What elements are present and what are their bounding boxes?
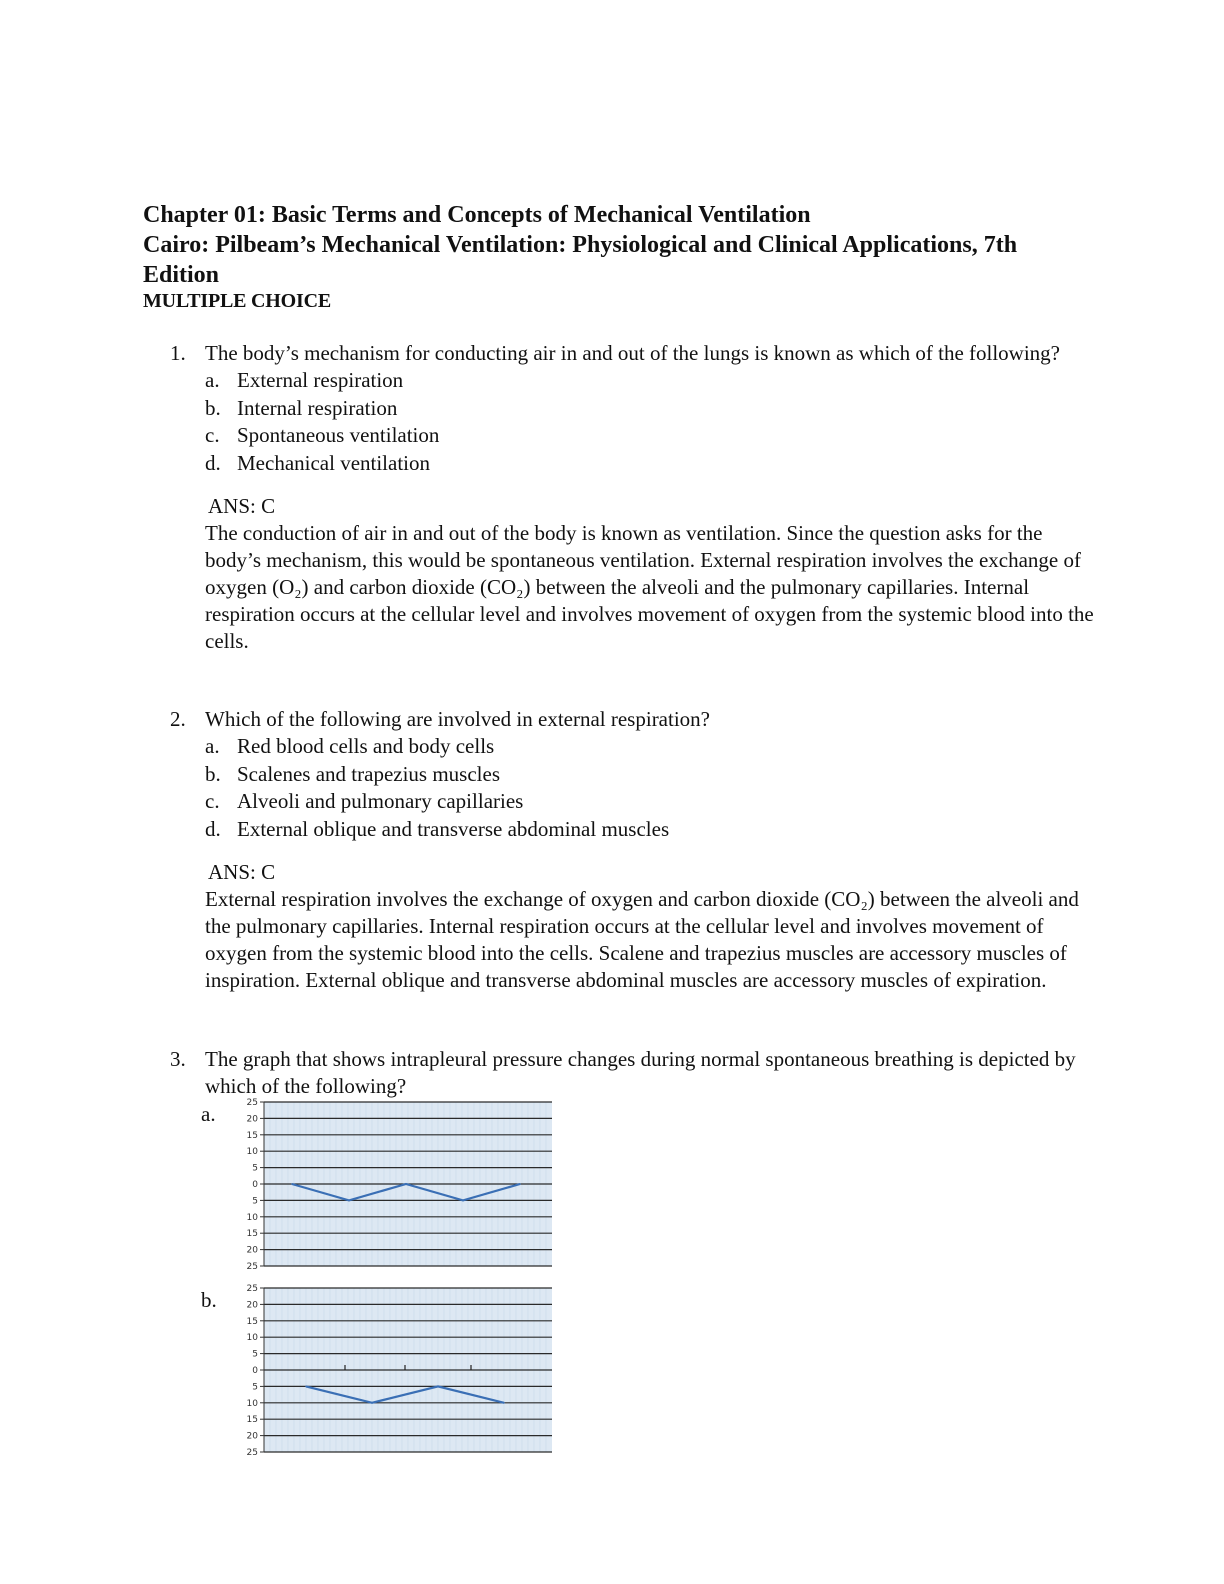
- y-tick-label: 5: [252, 1196, 258, 1207]
- y-tick-label: 25: [246, 1098, 258, 1108]
- question-stem: The body’s mechanism for conducting air in and out of the lungs is known as which of the following?: [205, 341, 1061, 365]
- answer-explanation: External respiration involves the exchange of oxygen and carbon dioxide (CO₂) between the alveoli and the pulmonary capillaries. Internal respiration occurs at the cellular level and involves movement of oxygen from the systemic blood into the cells. Scalene and trapezius muscles are accessory muscles of inspiration. External oblique and transverse abdominal muscles are accessory muscles of expiration.: [205, 887, 1079, 992]
- option-letter: a.: [205, 734, 220, 758]
- y-tick-label: 15: [246, 1316, 258, 1327]
- data-point: [437, 1386, 439, 1388]
- option-b[interactable]: [205, 395, 1100, 423]
- option-letter: b.: [205, 395, 221, 420]
- y-tick-label: 15: [246, 1229, 258, 1240]
- graph-option-a[interactable]: [232, 1096, 557, 1272]
- answer-block: [205, 859, 1100, 994]
- options-list: [205, 733, 1100, 843]
- y-tick-label: 15: [246, 1130, 258, 1141]
- y-tick-label: 5: [252, 1382, 258, 1393]
- answer-block: [205, 493, 1100, 655]
- data-point: [348, 1200, 350, 1202]
- y-tick-label: 10: [246, 1333, 258, 1344]
- answer-key: ANS: C: [208, 494, 276, 518]
- option-a[interactable]: [205, 367, 1100, 395]
- answer-explanation: The conduction of air in and out of the body is known as ventilation. Since the question asks for the body’s mechanism, this would be spontaneous ventilation. External respiration involves the exchange of oxygen (O₂) and carbon dioxide (CO₂) between the alveoli and the pulmonary capillaries. Internal respiration occurs at the cellular level and involves movement of oxygen from the systemic blood into the cells.: [205, 521, 1094, 653]
- option-letter: a.: [205, 368, 220, 392]
- y-tick-label: 10: [246, 1398, 258, 1409]
- option-c[interactable]: [205, 422, 1100, 450]
- graph-option-a-letter[interactable]: a.: [201, 1102, 216, 1126]
- option-letter: d.: [205, 816, 221, 841]
- answer-key: ANS: C: [208, 860, 276, 884]
- question-3: [170, 1046, 1100, 1100]
- option-text: Internal respiration: [237, 395, 398, 420]
- option-text: Mechanical ventilation: [237, 450, 431, 475]
- option-letter: d.: [205, 450, 221, 475]
- y-tick-label: 10: [246, 1212, 258, 1223]
- y-tick-label: 5: [252, 1349, 258, 1360]
- graph-option-b[interactable]: [232, 1282, 557, 1458]
- option-letter: c.: [205, 789, 220, 813]
- question-number: 2.: [170, 707, 186, 731]
- y-tick-label: 0: [252, 1366, 258, 1376]
- y-tick-label: 20: [246, 1114, 258, 1125]
- book-title-line2: Edition: [143, 262, 220, 288]
- question-2: [170, 706, 1100, 994]
- question-number: 1.: [170, 341, 186, 365]
- option-text: Spontaneous ventilation: [237, 423, 440, 447]
- y-tick-label: 15: [246, 1415, 258, 1426]
- data-point: [371, 1402, 373, 1404]
- option-letter: c.: [205, 423, 220, 447]
- question-1: [170, 340, 1100, 655]
- option-letter: b.: [205, 761, 221, 786]
- chapter-title: Chapter 01: Basic Terms and Concepts of Mechanical Ventilation: [143, 202, 811, 228]
- option-text: External respiration: [237, 368, 404, 392]
- question-number: 3.: [170, 1047, 186, 1071]
- option-text: External oblique and transverse abdominal muscles: [237, 816, 670, 841]
- y-tick-label: 20: [246, 1431, 258, 1442]
- options-list: [205, 367, 1100, 477]
- option-a[interactable]: [205, 733, 1100, 761]
- y-tick-label: 0: [252, 1180, 258, 1190]
- y-tick-label: 25: [246, 1448, 258, 1458]
- option-text: Scalenes and trapezius muscles: [237, 761, 500, 786]
- section-heading: MULTIPLE CHOICE: [143, 290, 331, 312]
- option-c[interactable]: [205, 788, 1100, 816]
- question-stem: The graph that shows intrapleural pressure changes during normal spontaneous breathing is depicted by which of the following?: [205, 1047, 1076, 1098]
- data-point: [503, 1402, 505, 1404]
- y-tick-label: 25: [246, 1262, 258, 1272]
- y-tick-label: 20: [246, 1245, 258, 1256]
- data-point: [291, 1183, 293, 1185]
- option-d[interactable]: [205, 450, 1100, 478]
- y-tick-label: 25: [246, 1284, 258, 1294]
- option-d[interactable]: [205, 816, 1100, 844]
- option-b[interactable]: [205, 761, 1100, 789]
- data-point: [405, 1183, 407, 1185]
- option-text: Red blood cells and body cells: [237, 734, 495, 758]
- y-tick-label: 20: [246, 1300, 258, 1311]
- option-text: Alveoli and pulmonary capillaries: [237, 789, 524, 813]
- data-point: [519, 1183, 521, 1185]
- book-title-line1: Cairo: Pilbeam’s Mechanical Ventilation: Physiological and Clinical Applications, 7th: [143, 232, 1018, 258]
- data-point: [305, 1386, 307, 1388]
- graph-option-b-letter[interactable]: b.: [201, 1288, 217, 1312]
- y-tick-label: 5: [252, 1163, 258, 1174]
- data-point: [462, 1200, 464, 1202]
- question-stem: Which of the following are involved in external respiration?: [205, 707, 710, 731]
- y-tick-label: 10: [246, 1147, 258, 1158]
